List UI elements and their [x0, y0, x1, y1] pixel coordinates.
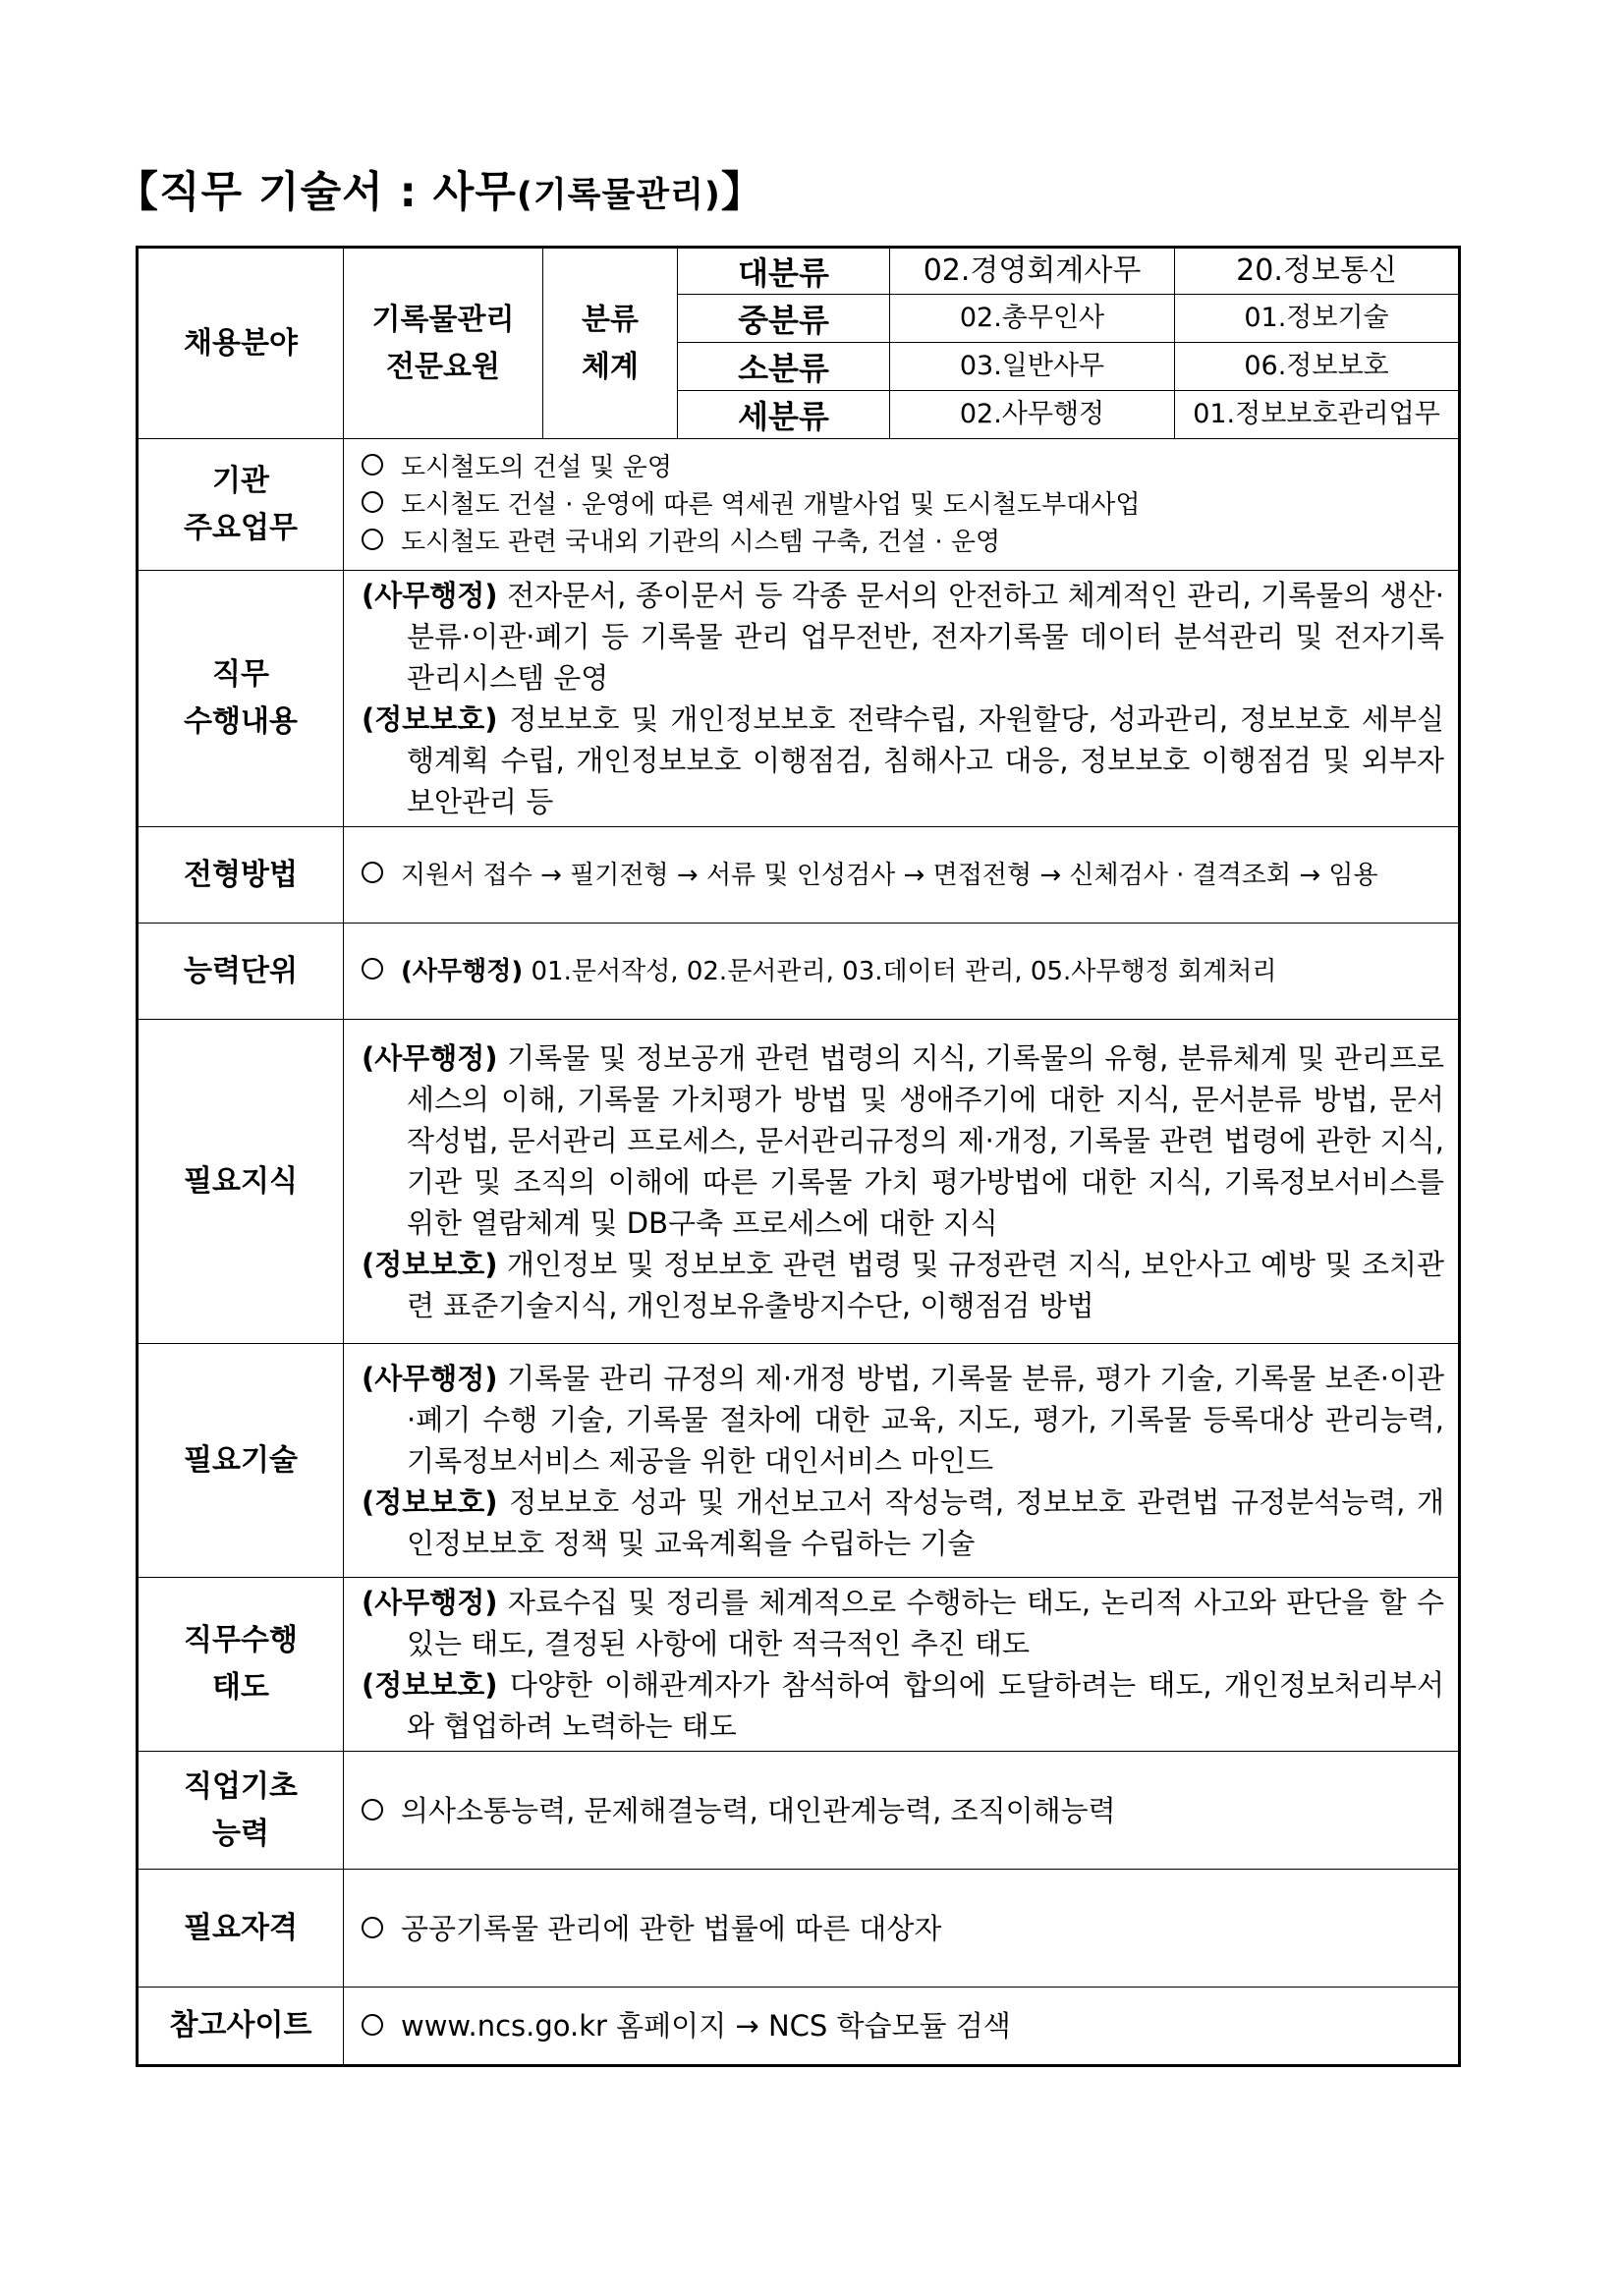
selection-content: 지원서 접수 → 필기전형 → 서류 및 인성검사 → 면접전형 → 신체검사 · 결격조회 → 임용: [344, 827, 1460, 924]
circle-bullet-icon: [362, 2014, 383, 2036]
circle-bullet-icon: [362, 491, 383, 513]
classification-value: 01.정보보호관리업무: [1175, 391, 1460, 439]
duty-security-paragraph: (정보보호) 정보보호 및 개인정보보호 전략수립, 자원할당, 성과관리, 정보보호 세부실행계획 수립, 개인정보보호 이행점검, 침해사고 대응, 정보보호 이행점검 및 외부자 보안관리 등: [362, 702, 1444, 818]
list-item: 도시철도 관련 국내외 기관의 시스템 구축, 건설 · 운영: [362, 524, 1444, 561]
attitude-security-paragraph: (정보보호) 다양한 이해관계자가 참석하여 합의에 도달하려는 태도, 개인정보처리부서와 협업하려 노력하는 태도: [362, 1668, 1444, 1743]
attitude-row: [138, 1578, 1460, 1752]
attitude-label: 직무수행 태도: [138, 1578, 344, 1752]
classification-value: 02.사무행정: [890, 391, 1175, 439]
classification-value: 01.정보기술: [1175, 295, 1460, 343]
classification-level: 세분류: [678, 391, 890, 439]
classification-value: 02.총무인사: [890, 295, 1175, 343]
ability-row: [138, 924, 1460, 1020]
skill-admin-paragraph: (사무행정) 기록물 관리 규정의 제·개정 방법, 기록물 분류, 평가 기술, 기록물 보존·이관·폐기 수행 기술, 기록물 절차에 대한 교육, 지도, 평가, 기록물 등록대상 관리능력, 기록정보서비스 제공을 위한 대인서비스 마인드: [362, 1361, 1444, 1478]
knowledge-security-paragraph: (정보보호) 개인정보 및 정보보호 관련 법령 및 규정관련 지식, 보안사고 예방 및 조치관련 표준기술지식, 개인정보유출방지수단, 이행점검 방법: [362, 1247, 1444, 1322]
org-duties-row: [138, 439, 1460, 571]
skill-row: [138, 1344, 1460, 1578]
circle-bullet-icon: [362, 1917, 383, 1938]
classification-system-label: 분류 체계: [543, 248, 678, 439]
title-main: 【직무 기술서 : 사무: [116, 168, 517, 217]
knowledge-row: [138, 1020, 1460, 1344]
duty-label: 직무 수행내용: [138, 571, 344, 827]
ability-content: (사무행정) 01.문서작성, 02.문서관리, 03.데이터 관리, 05.사무행정 회계처리: [344, 924, 1460, 1020]
skill-security-paragraph: (정보보호) 정보보호 성과 및 개선보고서 작성능력, 정보보호 관련법 규정분석능력, 개인정보보호 정책 및 교육계획을 수립하는 기술: [362, 1484, 1444, 1560]
skill-label: 필요기술: [138, 1344, 344, 1578]
circle-bullet-icon: [362, 529, 383, 550]
attitude-admin-paragraph: (사무행정) 자료수집 및 정리를 체계적으로 수행하는 태도, 논리적 사고와 판단을 할 수 있는 태도, 결정된 사항에 대한 적극적인 추진 태도: [362, 1586, 1444, 1660]
classification-row-major: [138, 248, 1460, 295]
duty-content: [344, 571, 1460, 827]
knowledge-admin-paragraph: (사무행정) 기록물 및 정보공개 관련 법령의 지식, 기록물의 유형, 분류체계 및 관리프로세스의 이해, 기록물 가치평가 방법 및 생애주기에 대한 지식, 문서분류 방법, 문서 작성법, 문서관리 프로세스, 문서관리규정의 제·개정, 기록물 관련 법령에 관한 지식, 기관 및 조직의 이해에 따른 기록물 가치 평가방법에 대한 지식, 기록정보서비스를 위한 열람체계 및 DB구축 프로세스에 대한 지식: [362, 1040, 1444, 1240]
reference-content: www.ncs.go.kr 홈페이지 → NCS 학습모듈 검색: [344, 1988, 1460, 2066]
title-sub: (기록물관리): [516, 176, 721, 215]
org-duties-label: 기관 주요업무: [138, 439, 344, 571]
basic-ability-label: 직업기초 능력: [138, 1752, 344, 1870]
list-item: 도시철도의 건설 및 운영: [362, 449, 1444, 486]
circle-bullet-icon: [362, 1799, 383, 1820]
ability-label: 능력단위: [138, 924, 344, 1020]
skill-content: [344, 1344, 1460, 1578]
qualification-content: 공공기록물 관리에 관한 법률에 따른 대상자: [344, 1870, 1460, 1988]
selection-label: 전형방법: [138, 827, 344, 924]
org-duties-content: [344, 439, 1460, 571]
duty-row: [138, 571, 1460, 827]
selection-row: [138, 827, 1460, 924]
job-description-table: [136, 246, 1461, 2067]
classification-value: 20.정보통신: [1175, 248, 1460, 295]
attitude-content: [344, 1578, 1460, 1752]
basic-ability-content: 의사소통능력, 문제해결능력, 대인관계능력, 조직이해능력: [344, 1752, 1460, 1870]
duty-admin-paragraph: (사무행정) 전자문서, 종이문서 등 각종 문서의 안전하고 체계적인 관리, 기록물의 생산·분류·이관·폐기 등 기록물 관리 업무전반, 전자기록물 데이터 분석관리 및 전자기록 관리시스템 운영: [362, 579, 1444, 695]
reference-row: [138, 1988, 1460, 2066]
classification-value: 02.경영회계사무: [890, 248, 1175, 295]
circle-bullet-icon: [362, 862, 383, 883]
classification-level: 소분류: [678, 343, 890, 391]
qualification-row: [138, 1870, 1460, 1988]
list-item: 도시철도 건설 · 운영에 따른 역세권 개발사업 및 도시철도부대사업: [362, 486, 1444, 524]
recruit-field-value: 기록물관리 전문요원: [344, 248, 543, 439]
classification-level: 대분류: [678, 248, 890, 295]
circle-bullet-icon: [362, 958, 383, 980]
title-close: 】: [720, 168, 764, 217]
classification-level: 중분류: [678, 295, 890, 343]
page-title: [116, 159, 764, 219]
basic-ability-row: [138, 1752, 1460, 1870]
reference-label: 참고사이트: [138, 1988, 344, 2066]
knowledge-content: [344, 1020, 1460, 1344]
qualification-label: 필요자격: [138, 1870, 344, 1988]
circle-bullet-icon: [362, 454, 383, 476]
knowledge-label: 필요지식: [138, 1020, 344, 1344]
recruit-field-label: 채용분야: [138, 248, 344, 439]
classification-value: 06.정보보호: [1175, 343, 1460, 391]
classification-value: 03.일반사무: [890, 343, 1175, 391]
